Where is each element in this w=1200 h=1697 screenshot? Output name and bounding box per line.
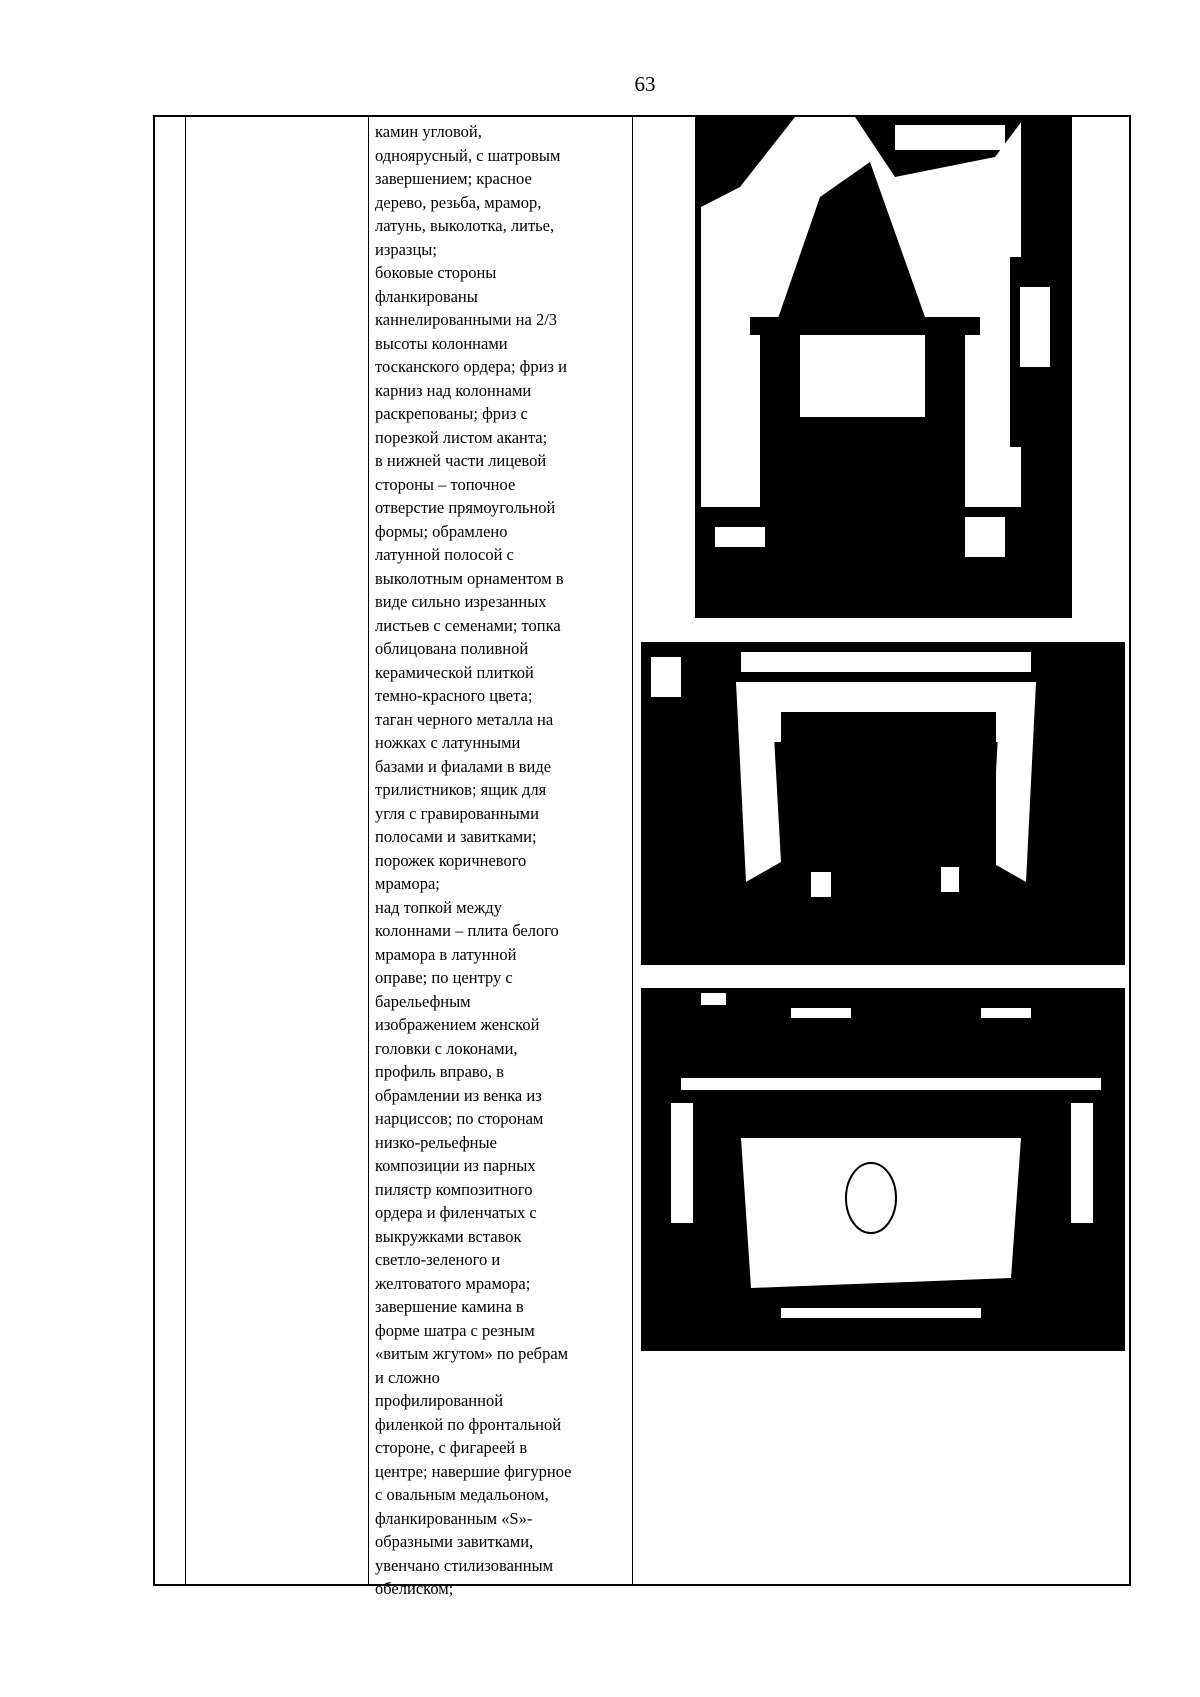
description-line: барельефным (375, 991, 471, 1011)
document-table (153, 115, 1131, 1598)
description-line: мрамора; (375, 874, 440, 893)
description-line: желтоватого мрамора; (375, 1273, 531, 1293)
description-line: порожек коричневого (375, 850, 527, 870)
description-line: увенчано стилизованным (375, 1555, 554, 1575)
description-line: раскрепованы; фриз с (375, 404, 528, 423)
description-line: над топкой между (375, 897, 502, 917)
description-line: ордера и филенчатых с (375, 1203, 537, 1222)
description-line: боковые стороны (375, 263, 497, 282)
description-line: композиции из парных (375, 1156, 536, 1175)
description-line: высоты колоннами (375, 333, 508, 353)
description-line: карниз над колоннами (375, 380, 532, 400)
description-line: обелиском; (375, 1579, 454, 1598)
description-line: полосами и завитками; (375, 827, 537, 846)
description-line: «витым жгутом» по ребрам (375, 1344, 569, 1363)
marble-panel-photo (641, 988, 1125, 1351)
description-line: порезкой листом аканта; (375, 427, 548, 447)
description-line: латунной полосой с (375, 545, 514, 564)
description-line: дерево, резьба, мрамор, (375, 192, 542, 212)
description-line: пилястр композитного (375, 1179, 533, 1199)
description-line: колоннами – плита белого (375, 921, 559, 940)
description-line: светло-зеленого и (375, 1250, 501, 1269)
description-line: мрамора в латунной (375, 944, 517, 964)
description-line: одноярусный, с шатровым (375, 145, 561, 165)
description-line: выкружками вставок (375, 1226, 522, 1246)
description-line: угля с гравированными (375, 803, 539, 823)
description-line: обрамлении из венка из (375, 1085, 542, 1105)
page-number: 63 (634, 72, 656, 96)
description-line: базами и фиалами в виде (375, 756, 552, 776)
fireplace-full-photo (695, 117, 1072, 618)
description-line: стороны – топочное (375, 474, 516, 494)
description-line: филенкой по фронтальной (375, 1414, 562, 1434)
description-line: тосканского ордера; фриз и (375, 357, 567, 376)
description-line: фланкированы (375, 286, 478, 306)
description-line: отверстие прямоугольной (375, 498, 556, 517)
description-line: завершением; красное (375, 169, 532, 188)
description-line: каннелированными на 2/3 (375, 310, 558, 329)
description-line: центре; навершие фигурное (375, 1461, 572, 1481)
description-line: образными завитками, (375, 1532, 534, 1551)
description-line: латунь, выколотка, литье, (375, 216, 555, 235)
description-line: в нижней части лицевой (375, 451, 547, 470)
description-line: оправе; по центру с (375, 968, 513, 987)
description-line: профиль вправо, в (375, 1062, 504, 1081)
description-line: темно-красного цвета; (375, 686, 533, 705)
description-line: формы; обрамлено (375, 521, 508, 541)
description-line: камин угловой, (375, 122, 482, 141)
description-line: листьев с семенами; топка (375, 615, 561, 635)
description-line: нарциссов; по сторонам (375, 1109, 544, 1128)
description-line: с овальным медальоном, (375, 1485, 549, 1504)
column-divider-3 (632, 117, 633, 1584)
column-divider-1 (185, 117, 186, 1584)
description-line: завершение камина в (375, 1297, 524, 1316)
description-line: головки с локонами, (375, 1038, 518, 1058)
description-line: стороне, с фигареей в (375, 1438, 528, 1457)
column-divider-2 (368, 117, 369, 1584)
description-line: выколотным орнаментом в (375, 568, 564, 588)
description-line: профилированной (375, 1391, 504, 1410)
description-line: виде сильно изрезанных (375, 592, 547, 611)
description-line: керамической плиткой (375, 662, 534, 682)
description-line: таган черного металла на (375, 709, 554, 729)
description-line: облицована поливной (375, 639, 529, 658)
description-line: низко-рельефные (375, 1132, 497, 1152)
description-line: форме шатра с резным (375, 1320, 535, 1340)
description-line: трилистников; ящик для (375, 780, 547, 799)
description-cell (370, 117, 632, 1601)
description-line: изразцы; (375, 239, 437, 259)
description-line: ножках с латунными (375, 733, 521, 752)
description-line: фланкированным «S»- (375, 1508, 533, 1528)
description-line: и сложно (375, 1367, 440, 1387)
firebox-closeup-photo (641, 642, 1125, 965)
description-line: изображением женской (375, 1015, 540, 1034)
